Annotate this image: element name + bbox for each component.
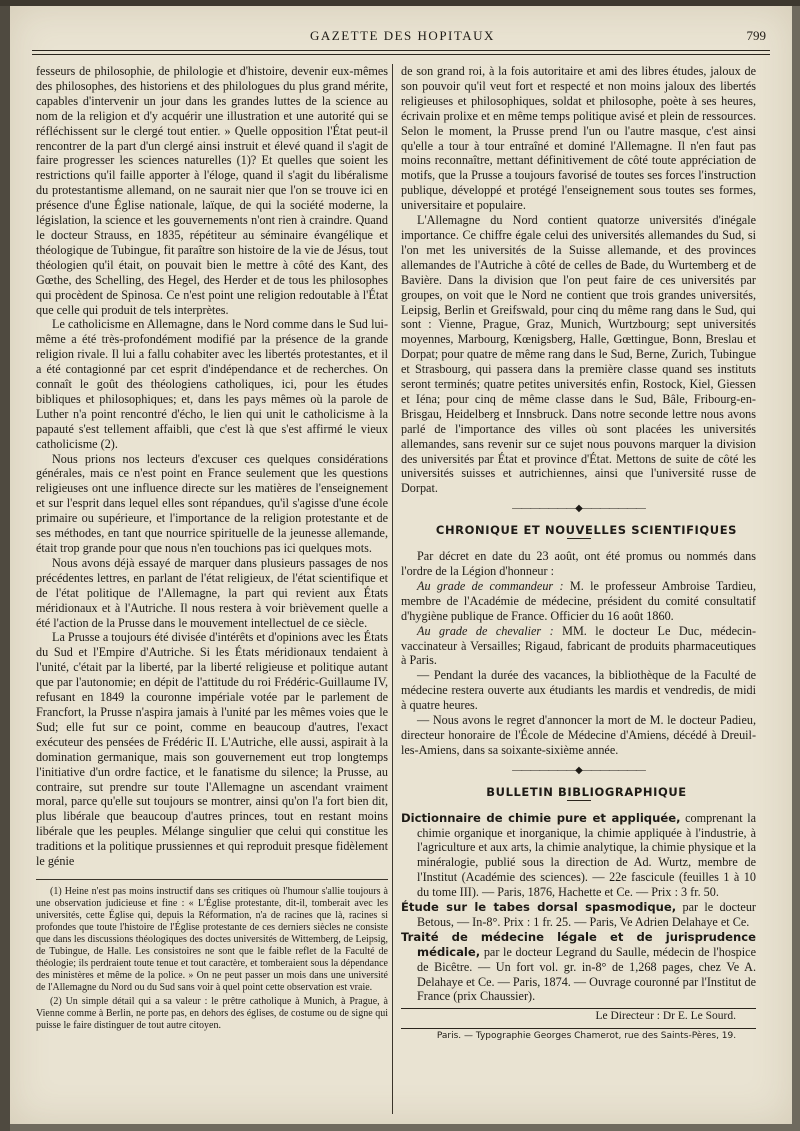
printer-imprint: Paris. — Typographie Georges Chamerot, rue des Saints-Pères, 19. xyxy=(436,1031,737,1042)
book-details: par le docteur Betous, — In-8°. Prix : 1 fr. 25. — Paris, Ve Adrien Delahaye et Ce. xyxy=(417,900,756,929)
running-head xyxy=(10,28,792,48)
newspaper-page xyxy=(10,6,792,1124)
section-ornament: ———————◆——————— xyxy=(512,764,645,776)
paragraph: Par décret en date du 23 août, ont été promus ou nommés dans l'ordre de la Légion d'honneur : xyxy=(401,549,756,578)
journal-title: GAZETTE DES HOPITAUX xyxy=(310,28,495,43)
column-divider xyxy=(392,64,393,1114)
paragraph: Nous avons déjà essayé de marquer dans plusieurs passages de nos précédentes lettres, en parlant de l'état religieux, de l'état scientifique et de l'état politique de l'Allemagne, la part qui revient aux États méridionaux et à l'Autriche. Il nous restera à voir brièvement quelle a été l'action de la Prusse dans le mouvement intellectuel de ce siècle. xyxy=(36,555,388,630)
paragraph: — Pendant la durée des vacances, la bibliothèque de la Faculté de médecine restera ouverte aux étudiants les mardis et vendredis, de midi à quatre heures. xyxy=(401,668,756,713)
book-title: Étude sur le tabes dorsal spasmodique, xyxy=(401,900,677,915)
heading-underline xyxy=(567,800,591,801)
bulletin-heading: BULLETIN BIBLIOGRAPHIQUE xyxy=(486,784,687,799)
grade-label: Au grade de chevalier : xyxy=(417,623,554,638)
bibliography-entry xyxy=(401,811,756,900)
paragraph xyxy=(401,624,756,669)
footnote: (2) Un simple détail qui a sa valeur : le prêtre catholique à Munich, à Prague, à Vienne comme à Berlin, ne porte pas, en dehors des églises, de costume ou de signe qui puisse le faire distinguer de tout autre citoyen. xyxy=(36,995,388,1031)
paragraph: fesseurs de philosophie, de philologie et d'histoire, devenir eux-mêmes des philosophes, des historiens et des philologues du plus grand mérite, capables d'intervenir un jour dans les grandes luttes de la science au nom de la religion et d'y acquérir une illustration et une autorité qui se réfléchissent sur le clergé tout entier. » Quelle opposition l'État peut-il rencontrer de la part d'un clergé ainsi instruit et élevé quand il s'agit de faire progresser les sciences naturelles (1)? Et quelles que soient les restrictions qu'il faille apporter à l'éloge, quand il s'agit du libéralisme du protestantisme allemand, on ne saurait nier que l'on se trouve ici en présence d'une Église nationale, laïque, de qui la société moderne, la législation, la science et les gouvernements n'ont rien à craindre. Quand le docteur Strauss, en 1835, répétiteur au séminaire évangélique et théologique de Tubingue, fit paraître son histoire de la vie de Jésus, tout théologien qu'il était, on pouvait bien le mettre à côté des Kant, des Gœthe, des Schelling, des Hegel, des Herder et de tous les philosophes qui procèdent de Spinosa. Ce n'est point une religion redoutable à l'État que celle qui produit de tels interprètes. xyxy=(36,64,388,317)
paragraph: Le catholicisme en Allemagne, dans le Nord comme dans le Sud lui-même a été très-profondément modifié par la présence de la grande religion rivale. Il lui a fallu cohabiter avec les libertés protestantes, et il a été contagionné par cet esprit d'indépendance et de recherches. On connaît le goût des théologiens catholiques, ici, pour les études bibliques et philosophiques; et, dans les pays mêmes où la parole de Luther n'a point rencontré d'écho, le lien qui unit le catholicisme à la papauté s'est tellement affaibli, que c'est là que s'est affirmé le vieux catholicisme (2). xyxy=(36,317,388,451)
book-details: comprenant la chimie organique et inorganique, la chimie appliquée à l'industrie, à l'agriculture et aux arts, la chimie analytique, la chimie physique et la minéralogie, publié sous la direction de Ad. Wurtz, membre de l'Institut (Académie des sciences). — 22e fascicule (feuilles 1 à 10 du tome III). — Paris, 1876, Hachette et Ce. — Prix : 3 fr. 50. xyxy=(417,810,756,900)
paragraph: L'Allemagne du Nord contient quatorze universités d'inégale importance. Ce chiffre égale celui des universités allemandes du Sud, si l'on met les universités de la Suisse allemande, et des provinces allemandes de l'Autriche à côté de celles de Bade, du Wurtemberg et de Bavière. Dans la division que l'on peut faire de ces universités par groupes, on voit que le Nord ne contient que trois grandes universités, Leipsig, Berlin et Greifswald, pour cinq du même rang dans le Sud, qui sont : Vienne, Prague, Graz, Munich, Wurtzbourg; sept universités moyennes, Marbourg, Kœnigsberg, Halle, Gœttingue, Bonn, Breslau et Dorpat; pour quatre de même rang dans le Sud, Berne, Zurich, Tubingue et Strasbourg, qui passera dans la première classe quand ses instituts seront terminés; quatre petites universités enfin, Rostock, Kiel, Giessen et Iéna; pour cinq de même classe dans le Sud, Bâle, Fribourg-en-Brisgau, Heidelberg et Innsbruck. Dans notre seconde lettre nous avons parlé de l'importance des villes où sont placées les universités allemandes, sans revenir sur ce sujet nous pouvons marquer la division des universités par État et province d'État. Mettons de suite de côté les universités suisses et autrichiennes, ainsi que l'université russe de Dorpat. xyxy=(401,213,756,496)
paragraph: — Nous avons le regret d'annoncer la mort de M. le docteur Padieu, directeur honoraire de l'École de Médecine d'Amiens, décédé à Dreuil-les-Amiens, dans sa soixante-sixième année. xyxy=(401,713,756,757)
paragraph: Nous prions nos lecteurs d'excuser ces quelques considérations générales, mais ce n'est point en France seulement que les questions religieuses ont une influence directe sur les matières de l'enseignement et sur l'esprit dans lequel elles sont répandues, qu'il s'agisse d'une école primaire ou supérieure, et l'importance de la religion protestante et de ses méthodes, en tant que nourrice spirituelle de la jeunesse allemande, était trop grande pour que nous n'en touchions pas ici quelques mots. xyxy=(36,451,388,555)
footnote: (1) Heine n'est pas moins instructif dans ses critiques où l'humour s'allie toujours à une observation judicieuse et fine : « L'Église protestante, dit-il, tomberait avec les universités, cette Église qui, depuis la Réformation, n'a de racines que là, racines si profondes que toute l'histoire de l'Église protestante de ces derniers siècles ne consiste que dans les discussions théologiques des doctes universités de Wittemberg, de Leipsig, de Tubingue, de Halle. Les consistoires ne sont que le faible reflet de la Faculté de théologie; ils perdraient toute tenue et tout caractère, et tomberaient sous la dépendance des ministères et même de la police. » On ne peut passer un mois dans une université de l'Allemagne du Nord ou du Sud sans voir à quel point cette observation est vraie. xyxy=(36,885,388,993)
grade-text: M. le professeur Ambroise Tardieu, membre de l'Académie de médecine, président du comité consultatif d'hygiène publique de France. Officier du 16 août 1860. xyxy=(401,578,757,623)
section-ornament: ———————◆——————— xyxy=(512,503,645,515)
paragraph xyxy=(401,579,756,624)
footnote-divider xyxy=(36,879,388,880)
director-signature: Le Directeur : Dr E. Le Sourd. xyxy=(595,1010,736,1023)
paragraph: de son grand roi, à la fois autoritaire et ami des libres études, jaloux de son pouvoir qu'il veut fort et respecté et non moins jaloux des libertés religieuses et philosophiques, soldat et philosophe, poète à ses heures, écrivain prolixe et en même temps politique avisé et plein de ressources. Selon le moment, la Prusse prend l'un ou l'autre masque, c'est ainsi qu'elle a tour à tour entraîné et dominé l'Allemagne. Il n'en faut pas moins reconnaître, mettant définitivement de côté toute appréciation de motifs, que la Prusse a toujours favorisé de toutes ses forces l'instruction publique, développé et protégé l'enseignement sous toutes ses formes, universitaire et populaire. xyxy=(401,64,756,213)
book-title: Traité de médecine légale et de jurisprudence médicale, xyxy=(401,929,756,959)
grade-label: Au grade de commandeur : xyxy=(417,578,564,593)
book-title: Dictionnaire de chimie pure et appliquée, xyxy=(401,810,681,825)
book-details: par le docteur Legrand du Saulle, médecin de l'hospice de Bicêtre. — Un fort vol. gr. in-8° de 1,268 pages, chez Ve A. Delahaye et Ce. — Paris, 1874. — Ouvrage couronné par l'Institut de France (prix Chaussier). xyxy=(417,944,756,1004)
footnotes xyxy=(36,886,388,1032)
heading-underline xyxy=(567,538,591,539)
chronique-heading: CHRONIQUE ET NOUVELLES SCIENTIFIQUES xyxy=(435,523,738,538)
page-number: 799 xyxy=(746,28,766,43)
right-column xyxy=(401,64,756,1044)
grade-text: MM. le docteur Le Duc, médecin-vaccinateur à Versailles; Rigaud, fabricant de produits pharmaceutiques à Paris. xyxy=(401,623,757,668)
bibliography-entry xyxy=(401,930,756,1005)
bibliography-entry xyxy=(401,900,756,930)
header-rule xyxy=(32,50,770,55)
binding-edge xyxy=(0,0,10,1131)
left-column xyxy=(36,64,388,1034)
paragraph: La Prusse a toujours été divisée d'intérêts et d'opinions avec les États du Sud et l'Empire d'Autriche. Si les États méridionaux tendaient à l'unité, c'était par la liberté, par la liberté religieuse et politique autant que par l'autonomie; en dépit de l'attitude du roi Frédéric-Guillaume IV, refusant en 1849 la couronne impériale votée par le parlement de Francfort, la Prusse n'aspira jamais à l'unité par les mêmes voies que le Sud; elle fut sur ce point, comme en beaucoup d'autres, l'exact exécuteur des pensées de Frédéric II. L'Autriche, elle aussi, aspirait à la domination germanique, mais son gouvernement eut trop longtemps l'initiative d'un ordre factice, et le fanatisme du silence; la Prusse, au contraire, sut prendre sur toute l'Allemagne un ascendant vraiment moral, parce qu'elle sut toujours se montrer, ainsi qu'on l'a fort bien dit, plus libérale que beaucoup d'autres princes, tout en restant moins libérale que les peuples. Mélange singulier que celui qui constitue les traditions et la politique prussiennes et qui reproduit presque fidèlement le génie xyxy=(36,630,388,869)
